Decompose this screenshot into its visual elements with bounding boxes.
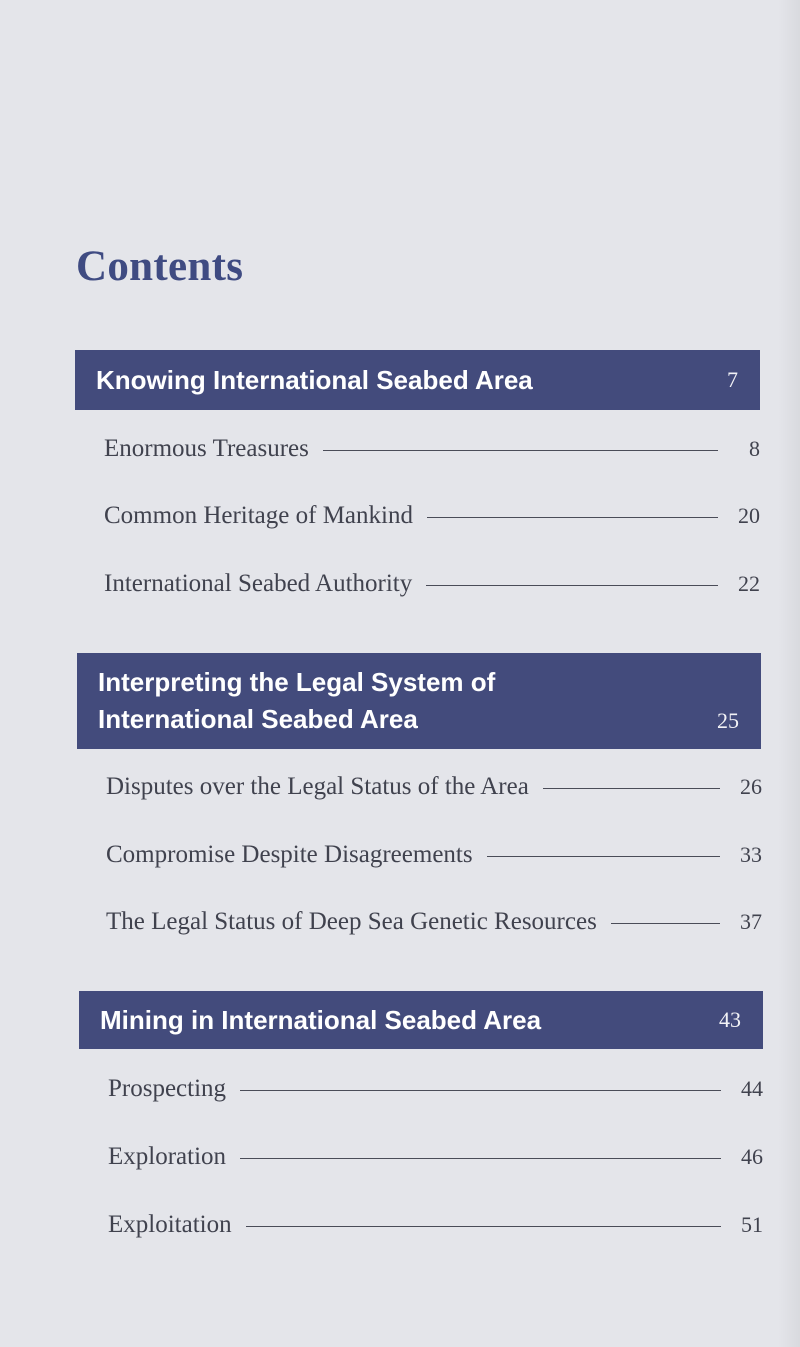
entry-title: Exploitation: [108, 1211, 232, 1238]
entry-title: The Legal Status of Deep Sea Genetic Resources: [106, 908, 597, 935]
entry-page-number: 33: [740, 842, 762, 867]
entry-title: Prospecting: [108, 1075, 227, 1102]
entry-title: Common Heritage of Mankind: [104, 502, 413, 529]
leader-line: [487, 856, 720, 857]
toc-entry[interactable]: [104, 567, 760, 601]
entry-title: Exploration: [108, 1143, 227, 1170]
leader-line: [426, 585, 718, 586]
toc-entry[interactable]: [106, 770, 762, 804]
entry-page-number: 44: [741, 1076, 763, 1101]
entry-page-number: 8: [749, 436, 760, 461]
section-header-mining[interactable]: [79, 991, 763, 1049]
toc-entry[interactable]: [108, 1208, 763, 1242]
entry-title: Compromise Despite Disagreements: [106, 841, 473, 868]
page-title: Contents: [76, 243, 244, 290]
section-title: Interpreting the Legal System of International Seabed Area: [98, 667, 496, 734]
entry-page-number: 22: [738, 571, 760, 596]
entry-title: International Seabed Authority: [104, 570, 413, 597]
section-header-knowing[interactable]: [75, 350, 760, 410]
entry-title: Disputes over the Legal Status of the Area: [106, 773, 529, 800]
leader-line: [240, 1158, 721, 1159]
section-page-number: 43: [719, 1007, 741, 1032]
toc-entry[interactable]: [104, 432, 760, 466]
toc-entry[interactable]: [106, 838, 762, 872]
toc-entry[interactable]: [104, 499, 760, 533]
section-header-interpreting[interactable]: [77, 653, 761, 749]
leader-line: [240, 1090, 721, 1091]
leader-line: [246, 1226, 721, 1227]
entry-title: Enormous Treasures: [104, 435, 309, 462]
section-title: Mining in International Seabed Area: [100, 1005, 542, 1035]
leader-line: [427, 517, 718, 518]
leader-line: [543, 788, 720, 789]
entry-page-number: 20: [738, 503, 760, 528]
page-edge-shadow: [778, 0, 800, 1347]
section-page-number: 7: [727, 367, 738, 392]
leader-line: [611, 923, 720, 924]
entry-page-number: 46: [741, 1144, 763, 1169]
section-page-number: 25: [717, 708, 739, 733]
toc-entry[interactable]: [106, 905, 762, 939]
entry-page-number: 26: [740, 774, 762, 799]
leader-line: [323, 450, 718, 451]
toc-entry[interactable]: [108, 1072, 763, 1106]
section-title: Knowing International Seabed Area: [96, 365, 533, 395]
entry-page-number: 37: [740, 909, 762, 934]
toc-entry[interactable]: [108, 1140, 763, 1174]
entry-page-number: 51: [741, 1212, 763, 1237]
